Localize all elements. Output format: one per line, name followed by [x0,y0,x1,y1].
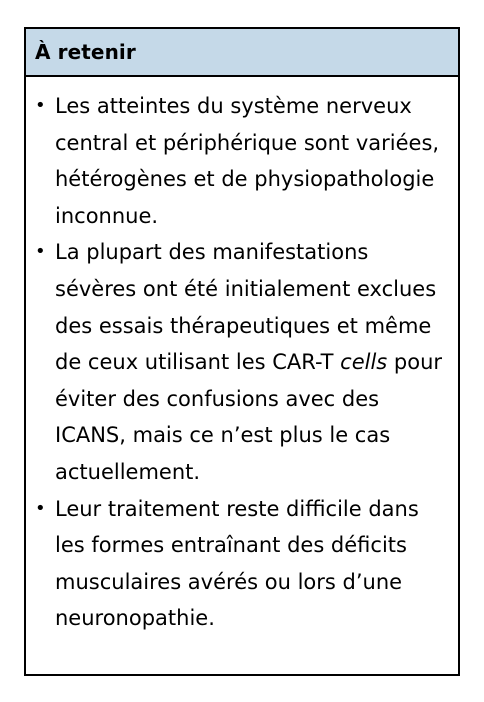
list-item-text-italic: cells [340,350,388,375]
key-points-title: À retenir [35,40,136,64]
list-item [35,491,452,637]
key-points-body [26,77,458,637]
list-item-text-end: pour éviter des confusions avec des ICANS, mais ce n’est plus le cas actuellement. [55,350,443,484]
key-points-box [24,27,460,676]
list-item [35,88,452,234]
list-item-text: Les atteintes du système nerveux central et périphérique sont variées, hétérogènes et de physiopathologie inconnue. [55,94,440,228]
key-points-list [35,88,452,637]
bullet-icon: • [35,497,46,519]
list-item-text-start: La plupart des manifestations sévères ont été initialement exclues des essais thérapeutiques et même de ceux utilisant les CAR-T [55,240,437,375]
key-points-header [26,29,458,77]
list-item [35,234,452,490]
bullet-icon: • [35,241,46,263]
bullet-icon: • [35,95,46,116]
list-item-text: Leur traitement reste difficile dans les formes entraînant des déficits musculaires avérés ou lors d’une neuronopathie. [55,496,419,631]
